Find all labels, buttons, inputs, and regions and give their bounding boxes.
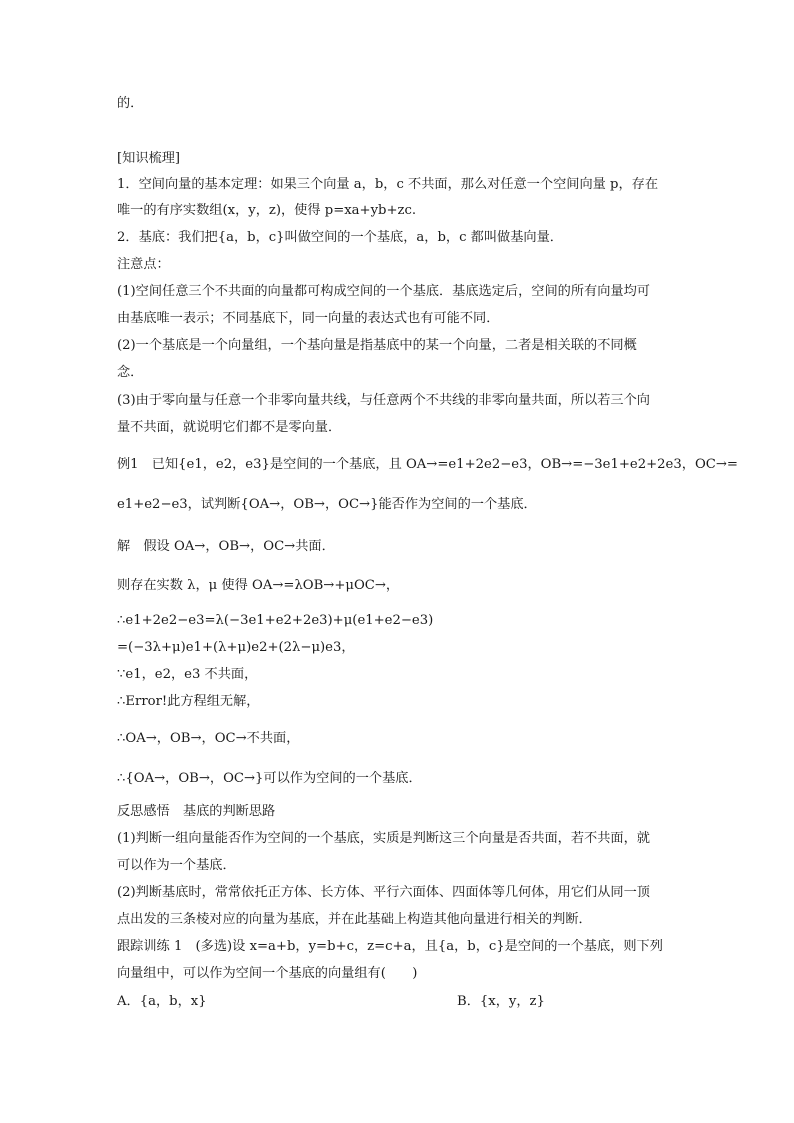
exercise-line: 跟踪训练 1 (多选)设 x=a+b，y=b+c，z=c+a，且{a，b，c}是空间的一个基底，则下列	[117, 939, 663, 954]
text-line: 1．空间向量的基本定理：如果三个向量 a，b，c 不共面，那么对任意一个空间向量 p，存在	[117, 177, 659, 192]
text-line: 2．基底：我们把{a，b，c}叫做空间的一个基底，a，b，c 都叫做基向量．	[117, 230, 563, 245]
text-line: 念．	[117, 365, 144, 380]
text-line: (1)空间任意三个不共面的向量都可构成空间的一个基底．基底选定后，空间的所有向量均可	[117, 284, 650, 299]
option-a: A．{a，b，x}	[117, 994, 207, 1009]
solution-line: ∴{OA→，OB→，OC→}可以作为空间的一个基底．	[117, 771, 422, 786]
solution-line: 解 假设 OA→，OB→，OC→共面．	[117, 539, 335, 554]
text-line: 可以作为一个基底．	[117, 858, 236, 873]
text-line: 由基底唯一表示；不同基底下，同一向量的表达式也有可能不同．	[117, 311, 500, 326]
text-line: 的．	[117, 96, 144, 111]
text-line: (1)判断一组向量能否作为空间的一个基底，实质是判断这三个向量是否共面，若不共面，就	[117, 831, 650, 846]
example-line: 例1 已知{e1，e2，e3}是空间的一个基底，且 OA→=e1+2e2−e3，OB→=−3e1+e2+2e3，OC→=	[117, 457, 738, 472]
solution-line: =(−3λ+μ)e1+(λ+μ)e2+(2λ−μ)e3，	[117, 640, 355, 655]
option-b: B．{x，y，z}	[457, 994, 545, 1009]
solution-line: ∴OA→，OB→，OC→不共面，	[117, 731, 300, 746]
solution-line: ∴e1+2e2−e3=λ(−3e1+e2+2e3)+μ(e1+e2−e3)	[117, 613, 434, 628]
solution-line: ∵e1，e2，e3 不共面，	[117, 667, 258, 682]
section-heading: [知识梳理]	[117, 151, 181, 166]
solution-line: ∴Error!此方程组无解，	[117, 694, 260, 709]
exercise-line: 向量组中，可以作为空间一个基底的向量组有( )	[117, 966, 418, 981]
text-line: 点出发的三条棱对应的向量为基底，并在此基础上构造其他向量进行相关的判断．	[117, 912, 592, 927]
text-line: 量不共面，就说明它们都不是零向量．	[117, 420, 342, 435]
text-line: 唯一的有序实数组(x，y，z)，使得 p=xa+yb+zc.	[117, 203, 417, 218]
text-line: (2)判断基底时，常常依托正方体、长方体、平行六面体、四面体等几何体，用它们从同一顶	[117, 885, 650, 900]
text-line: (2)一个基底是一个向量组，一个基向量是指基底中的某一个向量，二者是相关联的不同概	[117, 338, 637, 353]
text-line: 反思感悟 基底的判断思路	[117, 804, 276, 819]
example-line: e1+e2−e3，试判断{OA→，OB→，OC→}能否作为空间的一个基底．	[117, 497, 537, 512]
solution-line: 则存在实数 λ，μ 使得 OA→=λOB→+μOC→，	[117, 578, 400, 593]
text-line: (3)由于零向量与任意一个非零向量共线，与任意两个不共线的非零向量共面，所以若三个向	[117, 393, 650, 408]
text-line: 注意点：	[117, 257, 170, 272]
option-row	[117, 993, 687, 1011]
